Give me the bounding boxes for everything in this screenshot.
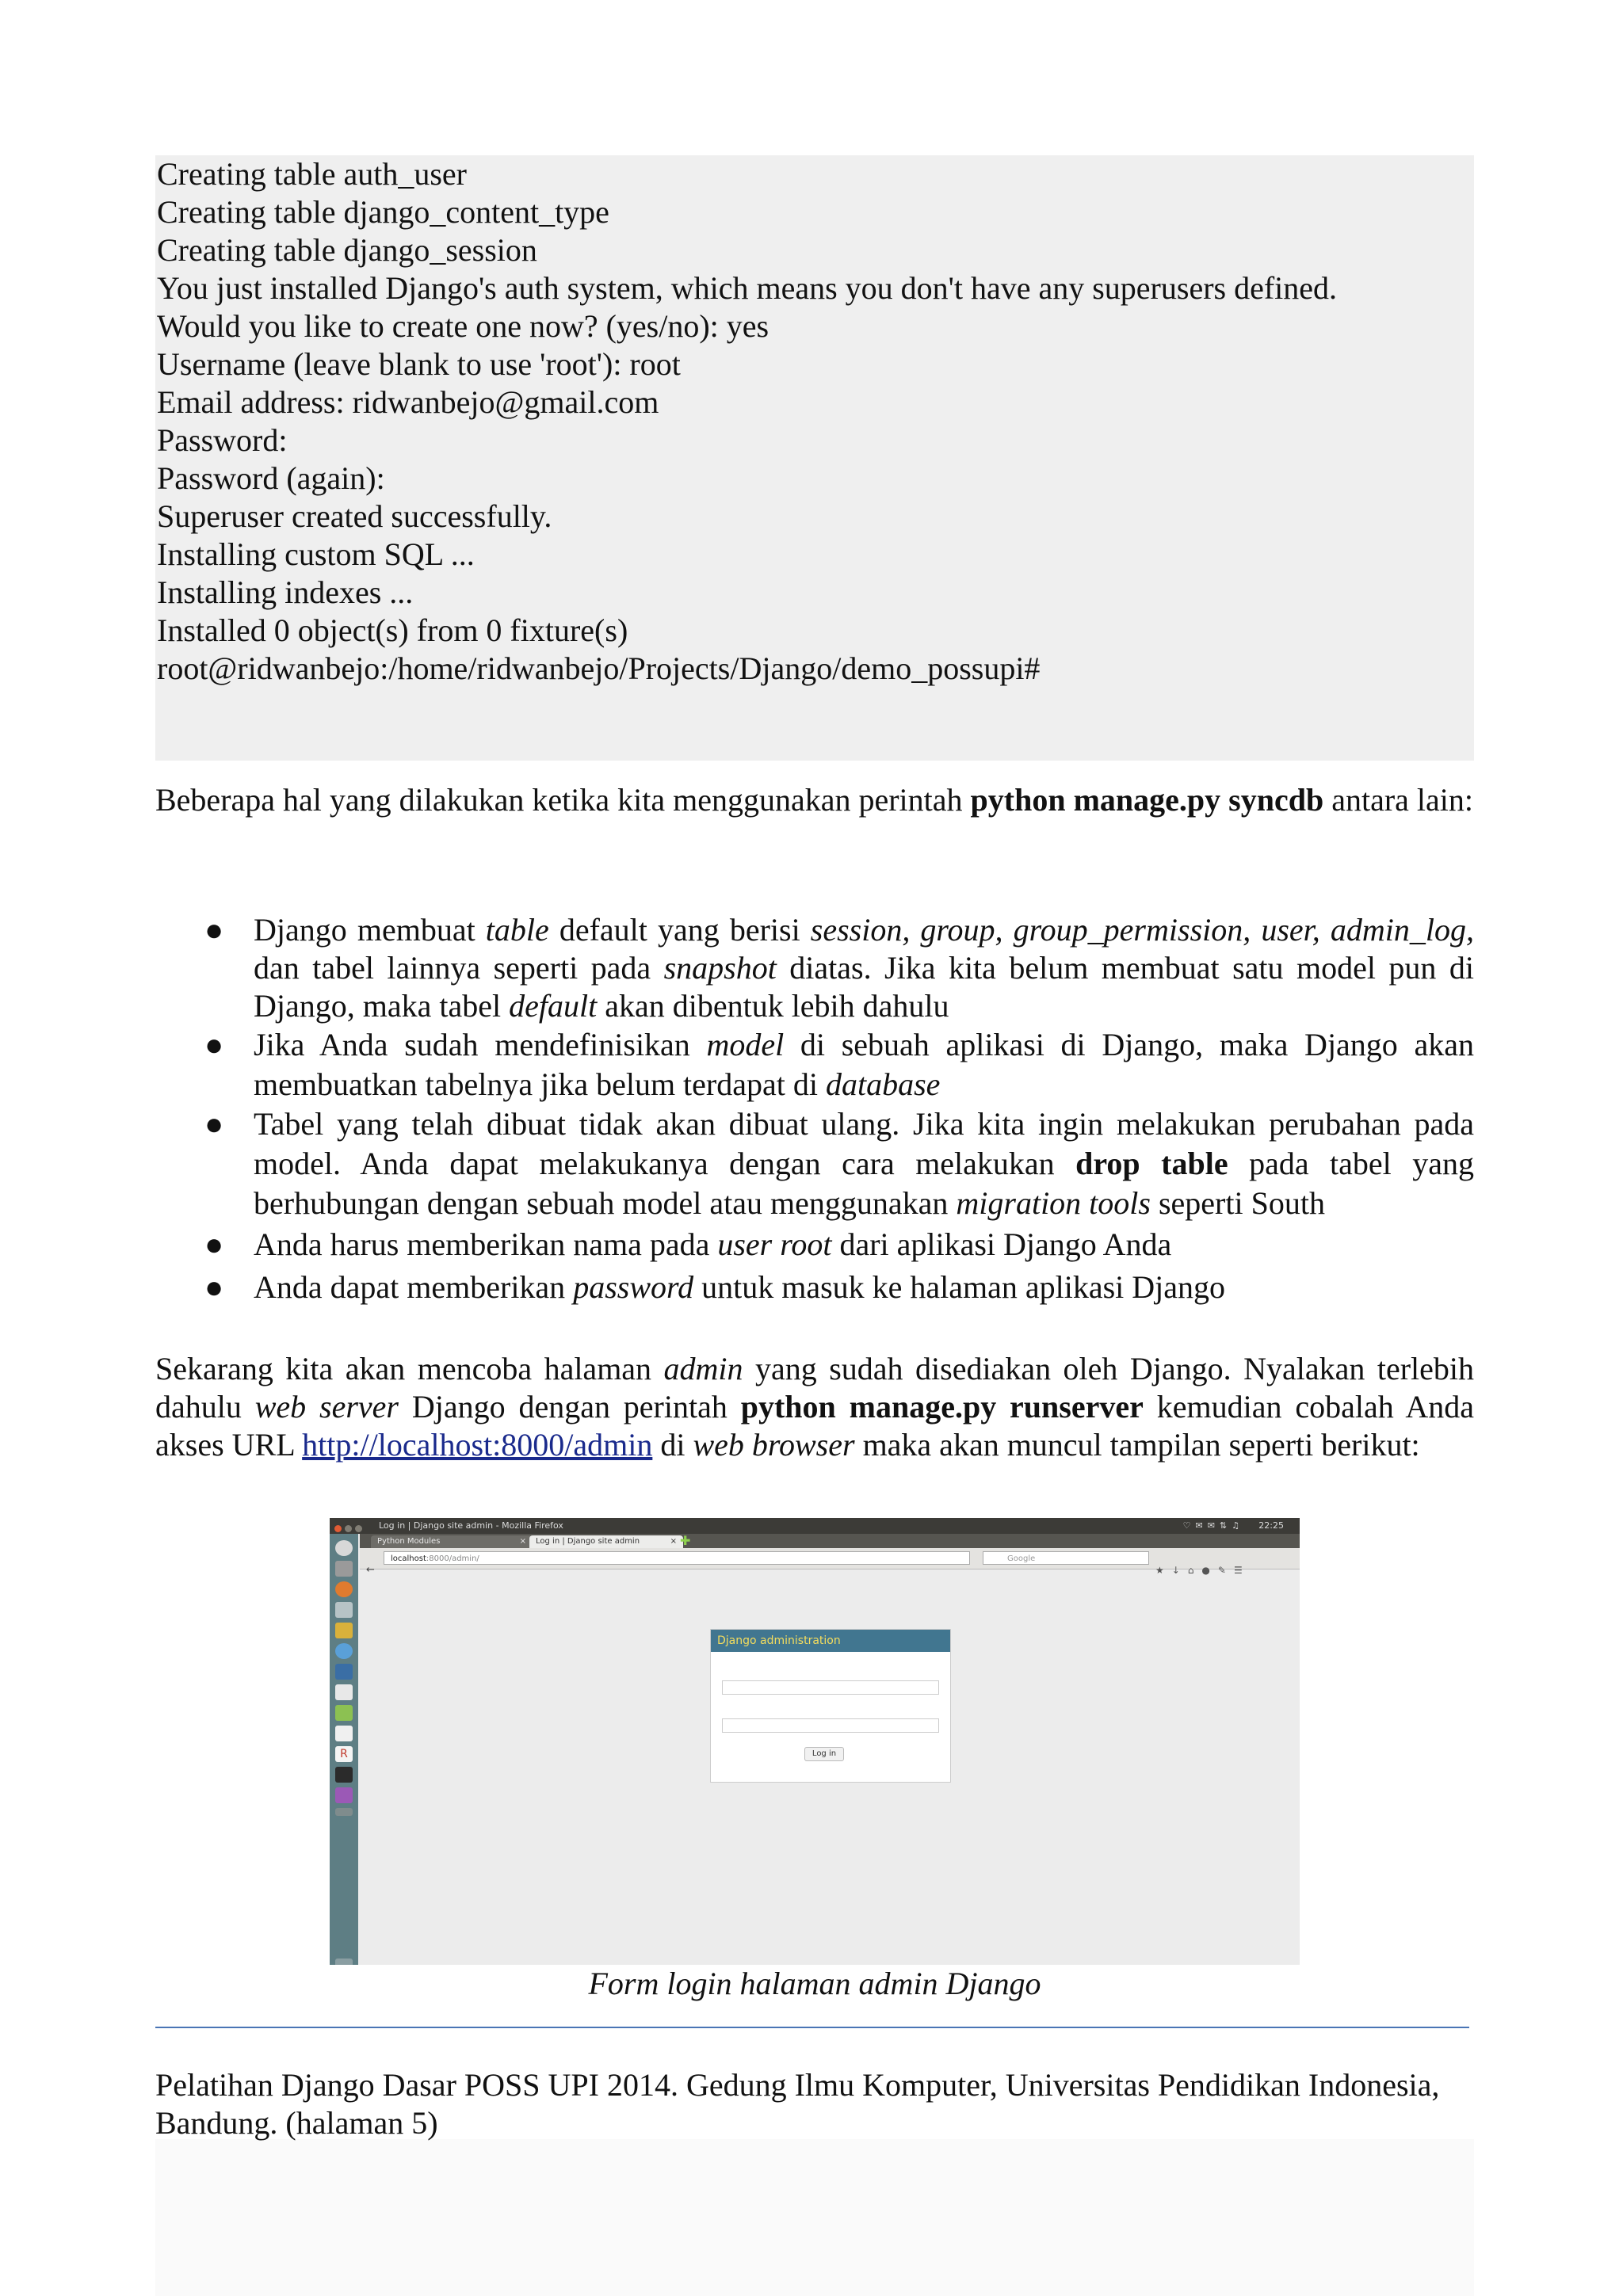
bullet-text: Django membuat: [254, 912, 486, 948]
terminal-line: Username (leave blank to use 'root'): root: [157, 346, 681, 382]
firefox-icon: [335, 1581, 353, 1597]
para-text: Django dengan perintah: [398, 1389, 741, 1425]
list-item: [155, 1104, 1474, 1223]
terminal-line: Installing indexes ...: [157, 574, 414, 610]
bullet-icon: ●: [204, 1027, 224, 1062]
terminal-line: Installed 0 object(s) from 0 fixture(s): [157, 612, 628, 648]
bullet-emphasis: model: [706, 1027, 785, 1062]
terminal-output: [155, 155, 1474, 761]
back-icon[interactable]: ←: [366, 1564, 375, 1576]
password-field[interactable]: [722, 1718, 939, 1733]
terminal-line: Would you like to create one now? (yes/no): yes: [157, 308, 769, 344]
tab-django-login[interactable]: [529, 1535, 683, 1548]
terminal-icon: [335, 1767, 353, 1783]
launcher-sidebar: [330, 1534, 358, 1965]
bullet-text: di sebuah aplikasi di Django, maka Django akan membuatkan tabelnya jika belum terdapat di: [254, 1027, 1474, 1102]
terminal-line: Password (again):: [157, 460, 385, 496]
list-item: [155, 1025, 1474, 1104]
tab-label: Log in | Django site admin: [536, 1537, 640, 1546]
url-bar[interactable]: [384, 1551, 970, 1565]
para-text: yang sudah disediakan oleh Django. Nyalakan terlebih dahulu: [155, 1351, 1474, 1425]
bullet-text: default yang berisi: [548, 912, 811, 948]
window-title: Log in | Django site admin - Mozilla Firefox: [379, 1520, 563, 1531]
bullet-icon: ●: [204, 1226, 224, 1262]
admin-login-screenshot: [330, 1518, 1300, 1965]
login-button[interactable]: Log in: [804, 1747, 844, 1761]
writer-icon: [335, 1684, 353, 1700]
terminal-line: Installing custom SQL ...: [157, 536, 475, 572]
bullet-emphasis: default: [509, 988, 598, 1024]
bullet-text: Tabel yang telah dibuat tidak akan dibuat ulang. Jika kita ingin melakukan perubahan pada model. Anda dapat melakukanya dengan cara melakukan: [254, 1106, 1474, 1181]
runserver-command: python manage.py runserver: [740, 1389, 1144, 1425]
bullet-icon: ●: [204, 912, 224, 948]
bullet-text: dari aplikasi Django Anda: [831, 1226, 1172, 1262]
bullet-icon: ●: [204, 1269, 224, 1305]
bullet-text: untuk masuk ke halaman aplikasi Django: [693, 1269, 1226, 1305]
workspace-icon: [335, 1808, 353, 1816]
window-titlebar: [330, 1518, 1300, 1534]
url-path: :8000/admin/: [426, 1554, 479, 1563]
bullet-emphasis: snapshot: [663, 950, 777, 986]
bullet-text: diatas. Jika kita belum membuat satu model pun di Django, maka tabel: [254, 950, 1474, 1024]
para-text: kemudian cobalah Anda akses URL: [155, 1389, 1474, 1463]
tab-label: Python Modules: [377, 1537, 441, 1546]
impress-icon: [335, 1726, 353, 1741]
close-tab-icon[interactable]: ×: [670, 1537, 677, 1546]
para-emphasis: web browser: [693, 1427, 855, 1463]
bullet-text: akan dibentuk lebih dahulu: [597, 988, 949, 1024]
para-emphasis: admin: [663, 1351, 743, 1386]
terminal-line: Creating table django_content_type: [157, 194, 609, 230]
intro-text: Beberapa hal yang dilakukan ketika kita menggunakan perintah: [155, 782, 971, 818]
page-bottom-tint: [155, 2139, 1474, 2296]
terminal-line: Password:: [157, 422, 288, 458]
bullet-emphasis: password: [573, 1269, 694, 1305]
bullet-list: [155, 911, 1474, 1309]
app-icon: [335, 1664, 353, 1680]
search-input[interactable]: [983, 1551, 1149, 1565]
dash-icon: [335, 1540, 353, 1556]
chrome-icon: [335, 1643, 353, 1659]
admin-url-link[interactable]: http://localhost:8000/admin: [302, 1427, 653, 1463]
terminal-line: You just installed Django's auth system, which means you don't have any superusers defined.: [157, 270, 1338, 306]
terminal-line: Creating table auth_user: [157, 156, 467, 192]
toolbar-icons[interactable]: ★↓⌂●✎☰: [1155, 1565, 1251, 1576]
bullet-text: pada tabel yang berhubungan dengan sebuah model atau menggunakan: [254, 1146, 1475, 1221]
bullet-emphasis: database: [825, 1066, 941, 1102]
bullet-emphasis: user root: [717, 1226, 832, 1262]
bullet-text: seperti South: [1150, 1185, 1325, 1221]
bullet-strong: drop table: [1075, 1146, 1228, 1181]
app-icon: [335, 1623, 353, 1638]
login-form: [710, 1629, 951, 1783]
terminal-line: Creating table django_session: [157, 232, 537, 268]
tray-icons: ♡✉✉⇅♫: [1182, 1520, 1244, 1531]
app-icon: [335, 1787, 353, 1803]
syncdb-command: python manage.py syncdb: [970, 782, 1324, 818]
bullet-icon: ●: [204, 1106, 224, 1142]
para-emphasis: web server: [254, 1389, 399, 1425]
list-item: [155, 1223, 1474, 1266]
new-tab-icon[interactable]: ✚: [680, 1533, 691, 1548]
list-item: [155, 1266, 1474, 1309]
username-field[interactable]: [722, 1680, 939, 1695]
bullet-emphasis: session, group, group_permission, user, admin_log,: [810, 912, 1474, 948]
close-tab-icon[interactable]: ×: [519, 1537, 526, 1546]
files-icon: [335, 1561, 353, 1577]
browser-tabbar: [360, 1534, 1300, 1548]
close-icon: [334, 1525, 342, 1532]
bullet-text: Jika Anda sudah mendefinisikan: [254, 1027, 707, 1062]
maximize-icon: [355, 1525, 362, 1532]
figure-caption: Form login halaman admin Django: [588, 1966, 1041, 2001]
bullet-text: Anda dapat memberikan: [254, 1269, 574, 1305]
footer-divider: [155, 2027, 1469, 2028]
bullet-emphasis: table: [485, 912, 549, 948]
browser-navbar: [360, 1548, 1300, 1576]
admin-paragraph: [155, 1350, 1474, 1464]
bullet-text: Anda harus memberikan nama pada: [254, 1226, 718, 1262]
bullet-text: dan tabel lainnya seperti pada: [254, 950, 664, 986]
terminal-line: Superuser created successfully.: [157, 498, 552, 534]
intro-paragraph: [155, 781, 1474, 819]
search-placeholder: Google: [1007, 1554, 1036, 1563]
bullet-emphasis: migration tools: [956, 1185, 1151, 1221]
minimize-icon: [345, 1525, 352, 1532]
terminal-line: root@ridwanbejo:/home/ridwanbejo/Projects/Django/demo_possupi#: [157, 650, 1041, 686]
r-icon: R: [335, 1746, 353, 1762]
trash-icon: [335, 1958, 353, 1965]
calc-icon: [335, 1705, 353, 1721]
login-header: Django administration: [711, 1630, 950, 1652]
clock: 22:25: [1258, 1520, 1284, 1531]
para-text: Sekarang kita akan mencoba halaman: [155, 1351, 664, 1386]
list-item: [155, 911, 1474, 1025]
para-text: di: [652, 1427, 693, 1463]
tab-python-modules[interactable]: [371, 1535, 533, 1548]
para-text: maka akan muncul tampilan seperti berikut:: [854, 1427, 1420, 1463]
page-footer: Pelatihan Django Dasar POSS UPI 2014. Gedung Ilmu Komputer, Universitas Pendidikan Indonesia, Bandung. (halaman 5): [155, 2067, 1440, 2141]
terminal-line: Email address: ridwanbejo@gmail.com: [157, 384, 659, 420]
url-host: localhost: [391, 1554, 426, 1563]
intro-text-end: antara lain:: [1323, 782, 1473, 818]
app-icon: [335, 1602, 353, 1618]
